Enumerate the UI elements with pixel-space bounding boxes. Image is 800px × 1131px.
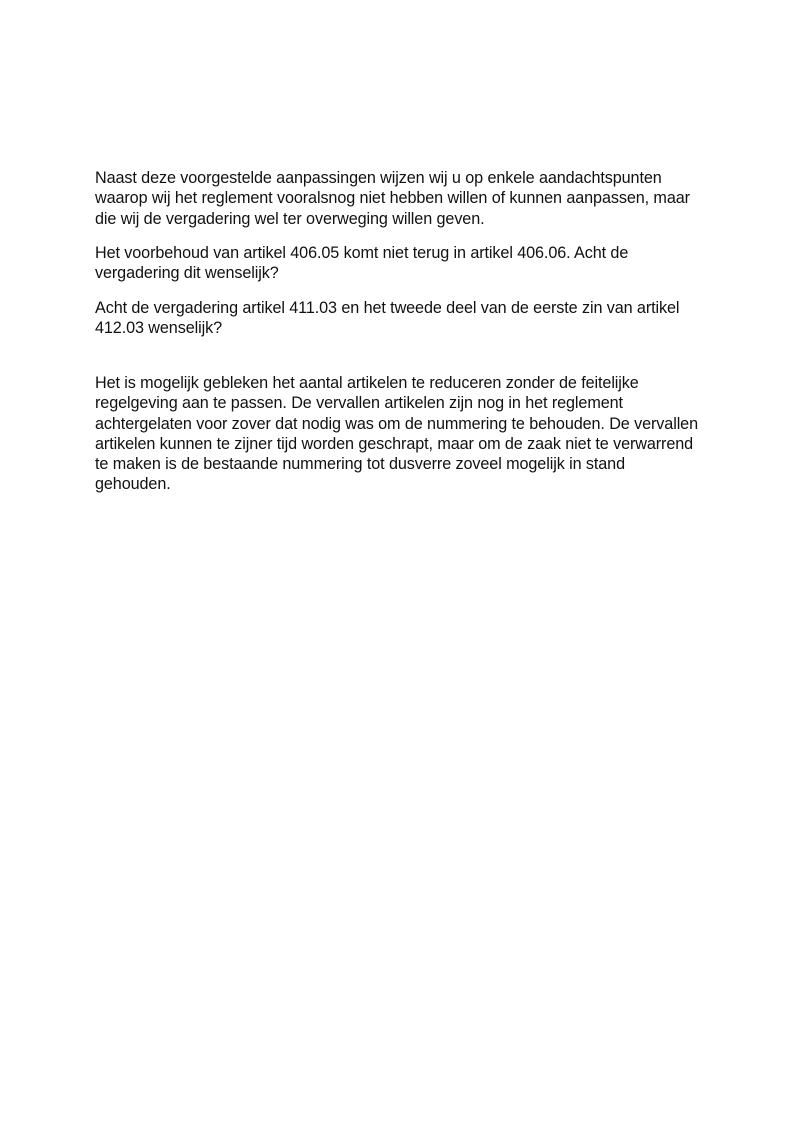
paragraph-attention-points (95, 168, 735, 229)
text-line: waarop wij het reglement vooralsnog niet hebben willen of kunnen aanpassen, maar (95, 189, 690, 208)
text-line: achtergelaten voor zover dat nodig was om de nummering te behouden. De vervallen (95, 414, 698, 433)
paragraph-numbering (95, 373, 735, 495)
text-line: die wij de vergadering wel ter overweging willen geven. (95, 209, 485, 228)
paragraph-article-406 (95, 243, 735, 284)
text-line: artikelen kunnen te zijner tijd worden geschrapt, maar om de zaak niet te verwarrend (95, 434, 694, 453)
text-line: regelgeving aan te passen. De vervallen artikelen zijn nog in het reglement (95, 394, 623, 413)
text-line: Naast deze voorgestelde aanpassingen wijzen wij u op enkele aandachtspunten (95, 169, 662, 187)
text-line: te maken is de bestaande nummering tot dusverre zoveel mogelijk in stand (95, 455, 625, 474)
text-line: vergadering dit wenselijk? (95, 264, 279, 283)
text-line: Acht de vergadering artikel 411.03 en het tweede deel van de eerste zin van artikel (95, 299, 680, 317)
text-line: 412.03 wenselijk? (95, 319, 222, 338)
paragraph-article-411-412 (95, 298, 735, 339)
text-line: gehouden. (95, 475, 171, 494)
text-line: Het voorbehoud van artikel 406.05 komt niet terug in artikel 406.06. Acht de (95, 244, 629, 262)
text-line: Het is mogelijk gebleken het aantal artikelen te reduceren zonder de feitelijke (95, 374, 639, 392)
